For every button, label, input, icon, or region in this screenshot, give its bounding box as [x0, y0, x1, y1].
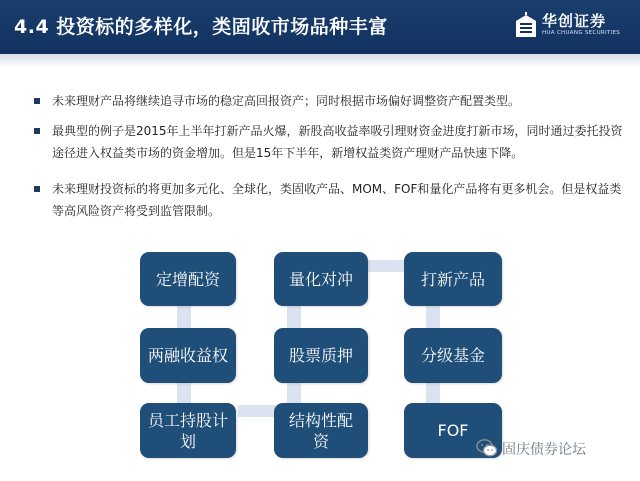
box-col1-3: [140, 403, 236, 458]
box-label: 分级基金: [420, 346, 485, 365]
connector-col1-top: [177, 306, 191, 328]
slide-title: 4.4 投资标的多样化，类固收市场品种丰富: [14, 16, 388, 38]
connector-col3-bottom: [426, 383, 440, 403]
watermark-text: 固庆债券论坛: [502, 442, 586, 458]
connector-col1-bottom: [177, 383, 191, 403]
bullet-text: 未来理财产品将继续追寻市场的稳定高回报资产；同时根据市场偏好调整资产配置类型。: [52, 94, 521, 108]
box-label: 量化对冲: [288, 269, 353, 289]
logo-text-en: HUA CHUANG SECURITIES: [542, 30, 621, 36]
box-col2-1: [274, 252, 368, 306]
box-label: 定增配资: [155, 269, 220, 289]
box-col2-2: [274, 328, 368, 383]
box-label: 打新产品: [420, 269, 485, 289]
box-label: 员工持股计划: [148, 410, 229, 451]
connector-col2-bottom: [287, 383, 301, 403]
bullet-text: 最典型的例子是2015年上半年打新产品火爆，新股高收益率吸引理财资金进度打新市场，同时通过委托投资途径进入权益类市场的资金增加。但是15年下半年，新增权益类资产理财产品快速下降。: [52, 124, 623, 160]
connector-col3-top: [426, 306, 440, 328]
wechat-icon: [476, 438, 498, 458]
box-col3-2: [404, 328, 502, 383]
box-col2-3: [274, 403, 368, 458]
connector-col2-col3-top: [368, 260, 406, 272]
box-label: 结构性配资: [288, 410, 353, 451]
box-col1-2: [140, 328, 236, 383]
logo-text-cn: 华创证券: [542, 12, 607, 30]
connector-col1-col2-bottom: [238, 405, 276, 417]
box-col1-1: [140, 252, 236, 306]
connector-col2-top: [287, 306, 301, 328]
bullet-text: 未来理财投资标的将更加多元化、全球化，类固收产品、MOM、FOF和量化产品将有更多机会。但是权益类等高风险资产将受到监管限制。: [52, 182, 622, 218]
wechat-watermark: [476, 437, 636, 459]
box-label: FOF: [437, 421, 469, 440]
box-label: 两融收益权: [148, 346, 229, 365]
box-label: 股票质押: [288, 346, 353, 365]
box-col3-1: [404, 252, 502, 306]
